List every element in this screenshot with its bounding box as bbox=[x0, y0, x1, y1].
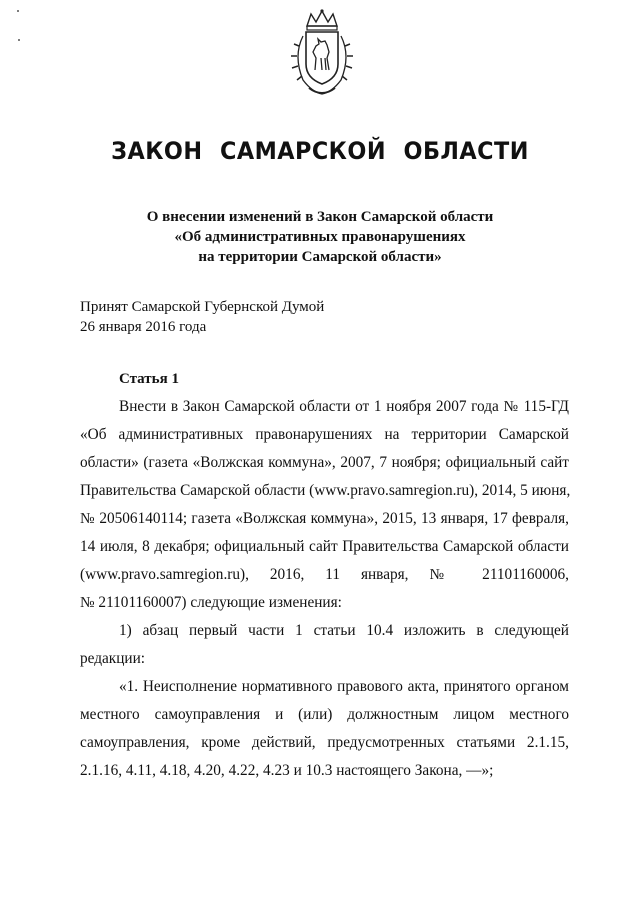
law-title: ЗАКОН САМАРСКОЙ ОБЛАСТИ bbox=[111, 137, 529, 165]
samara-coat-of-arms-icon bbox=[285, 8, 359, 100]
article-title: Статья 1 bbox=[119, 371, 179, 387]
subject-line: на территории Самарской области» bbox=[198, 249, 442, 265]
scan-speck bbox=[17, 10, 19, 12]
paragraph-line: 1) абзац первый части 1 статьи 10.4 изложить в следующей bbox=[119, 622, 569, 639]
paragraph-line: редакции: bbox=[80, 650, 146, 667]
subject-line: «Об административных правонарушениях bbox=[174, 229, 466, 245]
paragraph-line: самоуправления, кроме действий, предусмотренных статьями 2.1.15, bbox=[80, 734, 569, 751]
paragraph-line: «Об административных правонарушениях на территории Самарской bbox=[80, 426, 569, 443]
adoption-date: 26 января 2016 года bbox=[80, 319, 207, 335]
subject-line: О внесении изменений в Закон Самарской области bbox=[146, 209, 494, 225]
paragraph-line: 14 июля, 8 декабря; официальный сайт Правительства Самарской области bbox=[80, 538, 569, 555]
paragraph-line: № 20506140114; газета «Волжская коммуна», 2015, 13 января, 17 февраля, bbox=[80, 510, 569, 527]
paragraph-line: «1. Неисполнение нормативного правового акта, принятого органом bbox=[119, 678, 569, 695]
adoption-note bbox=[80, 297, 324, 337]
law-subject bbox=[0, 207, 640, 267]
scan-speck bbox=[18, 39, 20, 41]
paragraph-line: Правительства Самарской области (www.pravo.samregion.ru), 2014, 5 июня, bbox=[80, 482, 571, 499]
paragraph-line: № 21101160007) следующие изменения: bbox=[80, 594, 342, 611]
paragraph-line: области» (газета «Волжская коммуна», 2007, 7 ноября; официальный сайт bbox=[80, 454, 569, 471]
paragraph-line: 2.1.16, 4.11, 4.18, 4.20, 4.22, 4.23 и 10.3 настоящего Закона, —»; bbox=[80, 762, 494, 779]
paragraph-line: местного самоуправления и (или) должностным лицом местного bbox=[80, 706, 569, 723]
paragraph-line: Внести в Закон Самарской области от 1 ноября 2007 года № 115-ГД bbox=[119, 398, 569, 415]
paragraph-line: (www.pravo.samregion.ru), 2016, 11 января, № 21101160006, bbox=[80, 566, 569, 583]
adoption-line: Принят Самарской Губернской Думой bbox=[80, 299, 325, 315]
